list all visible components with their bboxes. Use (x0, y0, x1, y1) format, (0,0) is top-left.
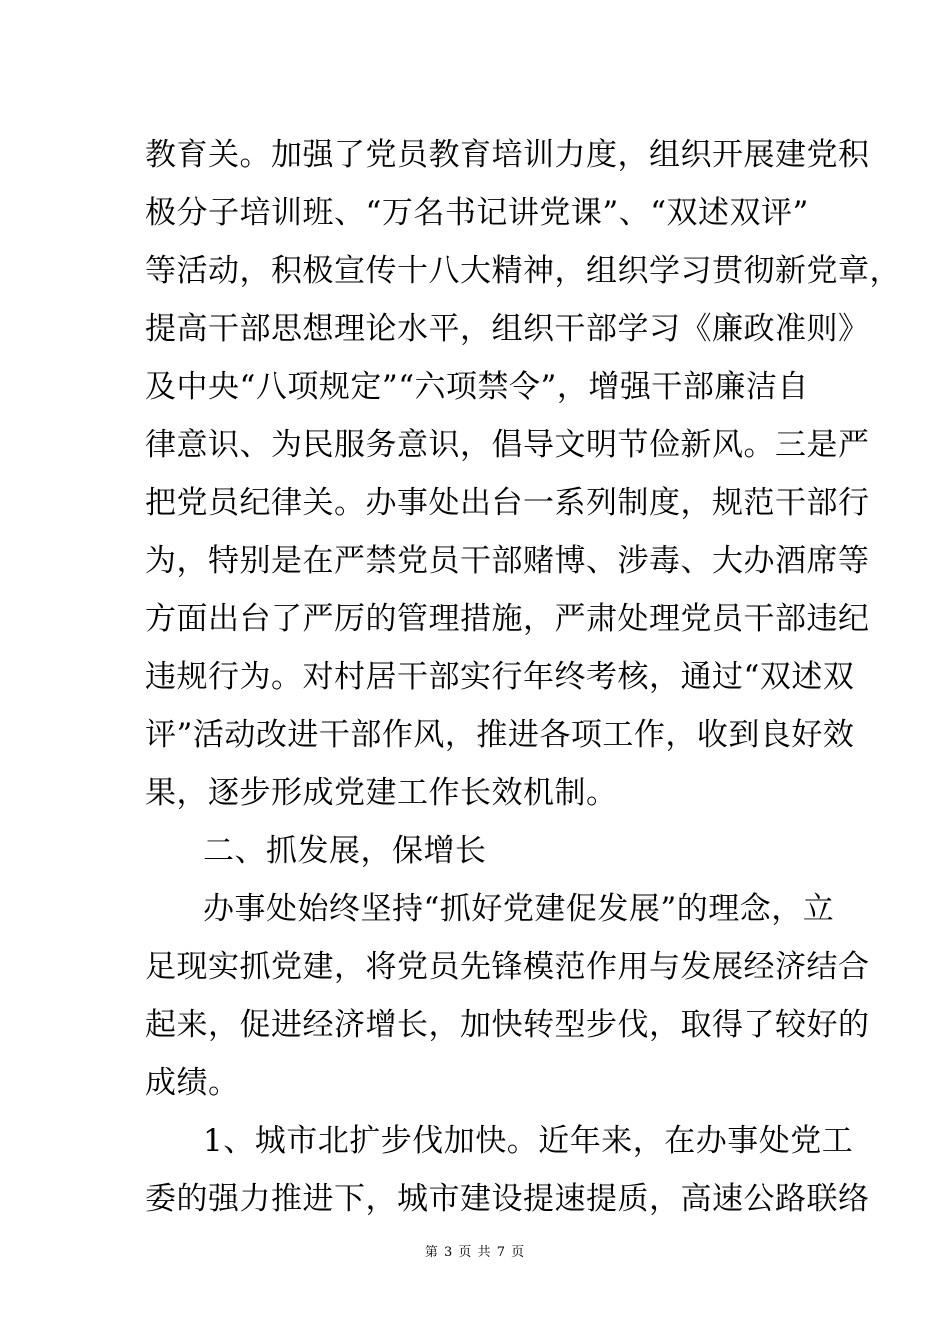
body-line: 为，特别是在严禁党员干部赌博、涉毒、大办酒席等 (145, 543, 870, 579)
section-heading: 二、抓发展，保增长 (203, 833, 487, 869)
body-line: 办事处始终坚持“抓好党建促发展”的理念，立 (203, 891, 835, 927)
body-line: 及中央“八项规定”“六项禁令”，增强干部廉洁自 (145, 369, 809, 405)
body-line: 成绩。 (145, 1065, 240, 1101)
page-number-footer: 第 3 页 共 7 页 (424, 1245, 526, 1260)
body-line: 极分子培训班、“万名书记讲党课”、“双述双评” (145, 195, 809, 231)
body-line: 评”活动改进干部作风，推进各项工作，收到良好效 (145, 717, 855, 753)
body-line: 律意识、为民服务意识，倡导文明节俭新风。三是严 (145, 427, 870, 463)
body-line: 违规行为。对村居干部实行年终考核，通过“双述双 (145, 659, 855, 695)
body-line: 等活动，积极宣传十八大精神，组织学习贯彻新党章， (145, 253, 901, 289)
body-line: 把党员纪律关。办事处出台一系列制度，规范干部行 (145, 485, 870, 521)
body-line: 果，逐步形成党建工作长效机制。 (145, 775, 618, 811)
body-line: 教育关。加强了党员教育培训力度，组织开展建党积 (145, 137, 870, 173)
body-line: 方面出台了严厉的管理措施，严肃处理党员干部违纪 (145, 601, 870, 637)
body-line: 足现实抓党建，将党员先锋模范作用与发展经济结合 (145, 949, 870, 985)
body-line: 1、城市北扩步伐加快。近年来，在办事处党工 (203, 1123, 854, 1159)
body-line: 提高干部思想理论水平，组织干部学习《廉政准则》 (145, 311, 870, 347)
body-line: 起来，促进经济增长，加快转型步伐，取得了较好的 (145, 1007, 870, 1043)
body-line: 委的强力推进下，城市建设提速提质，高速公路联络 (145, 1181, 870, 1217)
